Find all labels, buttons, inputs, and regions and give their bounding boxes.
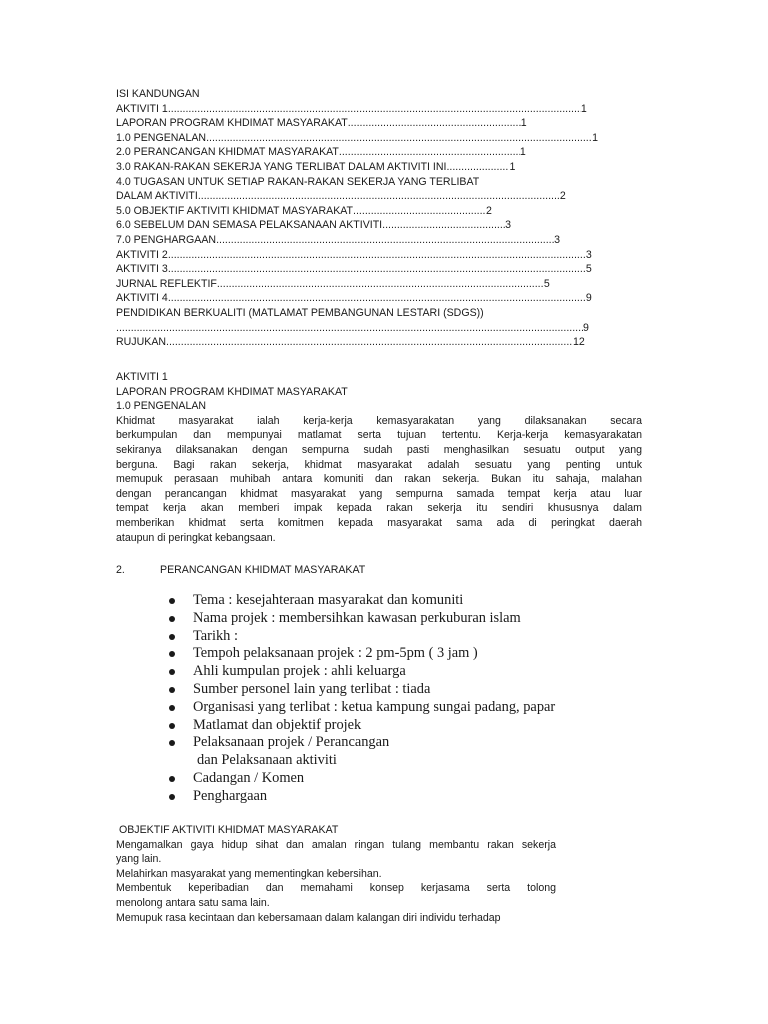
toc-entry <box>116 102 596 117</box>
toc-entry-page: 9 <box>583 321 589 334</box>
list-item <box>168 717 555 735</box>
toc-title: ISI KANDUNGAN <box>116 88 200 100</box>
toc-entry-label: 2.0 PERANCANGAN KHIDMAT MASYARAKAT <box>116 146 339 159</box>
intro-paragraph <box>116 414 642 545</box>
table-of-contents <box>116 87 596 350</box>
bullet-icon <box>169 669 175 675</box>
list-item-text: Organisasi yang terlibat : ketua kampung sungai padang, papar <box>193 698 556 715</box>
section-number: 2. <box>116 564 125 576</box>
toc-entry <box>116 204 596 219</box>
list-item <box>168 770 555 788</box>
toc-entry-page: 5 <box>543 277 550 290</box>
toc-entry <box>116 189 596 204</box>
section-2-heading <box>116 563 365 578</box>
toc-entry-label: AKTIVITI 1 <box>116 102 168 115</box>
toc-entry-label: RUJUKAN <box>116 336 167 349</box>
objektif-line: Mengamalkan gaya hidup sihat dan amalan ringan tulang membantu rakan sekerja <box>116 838 556 851</box>
list-item <box>168 699 555 717</box>
toc-entry-label: DALAM AKTIVITI <box>116 190 198 203</box>
paragraph-line: berguna. Bagi rakan sekerja, khidmat masyarakat adalah sesuatu yang penting untuk <box>116 458 642 471</box>
toc-entry-label-line1: 4.0 TUGASAN UNTUK SETIAP RAKAN-RAKAN SEKERJA YANG TERLIBAT <box>116 175 480 188</box>
toc-entry-page: 3 <box>554 233 560 246</box>
list-item <box>168 645 555 663</box>
toc-leader <box>339 145 520 160</box>
toc-entry <box>116 291 596 306</box>
toc-entry-label-line1: PENDIDIKAN BERKUALITI (MATLAMAT PEMBANGUNAN LESTARI (SDGS)) <box>116 306 484 319</box>
bullet-icon <box>169 687 175 693</box>
toc-entry <box>116 116 596 131</box>
section-title: PERANCANGAN KHIDMAT MASYARAKAT <box>160 564 366 576</box>
toc-entry-label: 7.0 PENGHARGAAN <box>116 233 217 246</box>
list-item-text: Penghargaan <box>193 787 268 804</box>
list-item <box>168 628 555 646</box>
objektif-line: Melahirkan masyarakat yang mementingkan kebersihan. <box>116 867 382 880</box>
toc-leader <box>348 116 521 131</box>
toc-entry-label: 1.0 PENGENALAN <box>116 131 207 144</box>
toc-entry <box>116 335 596 350</box>
list-item-continuation: dan Pelaksanaan aktiviti <box>197 752 337 769</box>
activity-heading: AKTIVITI 1 <box>116 371 168 383</box>
toc-entry-label: 6.0 SEBELUM DAN SEMASA PELAKSANAAN AKTIVITI <box>116 219 383 232</box>
toc-entry <box>116 233 596 248</box>
objektif-line: menolong antara satu sama lain. <box>116 896 270 909</box>
bullet-icon <box>169 598 175 604</box>
toc-entry <box>116 160 596 175</box>
list-item-text: Nama projek : membersihkan kawasan perkuburan islam <box>193 609 521 626</box>
toc-entry-label: AKTIVITI 2 <box>116 248 168 261</box>
intro-heading: 1.0 PENGENALAN <box>116 400 207 413</box>
toc-leader <box>382 218 505 233</box>
bullet-icon <box>169 651 175 657</box>
toc-entry-page: 2 <box>486 204 492 217</box>
toc-entry-page: 1 <box>592 131 598 144</box>
bullet-icon <box>169 616 175 622</box>
toc-entry-page: 3 <box>505 219 512 232</box>
toc-entry <box>116 145 596 160</box>
toc-leader <box>168 248 586 263</box>
toc-entry-label: JURNAL REFLEKTIF <box>116 277 217 290</box>
objektif-line: Memupuk rasa kecintaan dan kebersamaan dalam kalangan diri individu terhadap <box>116 911 501 924</box>
toc-entry-label: 5.0 OBJEKTIF AKTIVITI KHIDMAT MASYARAKAT <box>116 204 354 217</box>
section-aktiviti-1 <box>116 370 642 545</box>
list-item-text: Tempoh pelaksanaan projek : 2 pm-5pm ( 3 jam ) <box>193 645 478 662</box>
toc-leader <box>217 277 544 292</box>
list-item-text: Ahli kumpulan projek : ahli keluarga <box>193 663 406 680</box>
toc-entry <box>116 218 596 233</box>
bullet-icon <box>169 794 175 800</box>
toc-entry-page: 12 <box>573 336 585 349</box>
toc-leader <box>116 321 583 336</box>
bullet-icon <box>169 723 175 729</box>
bullet-icon <box>169 776 175 782</box>
list-item-text: Pelaksanaan projek / Perancangan <box>193 734 390 751</box>
toc-entry <box>116 248 596 263</box>
toc-entry-page: 9 <box>585 292 592 305</box>
toc-entry-page: 1 <box>520 117 527 130</box>
toc-entry <box>116 131 596 146</box>
list-item-text: Tarikh : <box>193 627 238 644</box>
bullet-icon <box>169 740 175 746</box>
toc-leader <box>168 291 586 306</box>
toc-entry <box>116 321 596 336</box>
list-item <box>168 681 555 699</box>
paragraph-line: berkumpulan dan mempunyai matlamat serta tujuan tertentu. Kerja-kerja kemasyarakatan <box>116 429 642 442</box>
list-item <box>168 734 555 770</box>
toc-entry <box>116 277 596 292</box>
list-item <box>168 610 555 628</box>
paragraph-line: sekiranya dilaksanakan dengan sempurna sudah pasti menghasilkan sesuatu output yang <box>116 443 642 456</box>
toc-leader <box>168 102 581 117</box>
paragraph-line: Khidmat masyarakat ialah kerja-kerja kemasyarakatan yang dilaksanakan secara <box>116 414 642 427</box>
toc-entry-label: 3.0 RAKAN-RAKAN SEKERJA YANG TERLIBAT DALAM AKTIVITI INI <box>116 160 447 173</box>
toc-entry-page: 5 <box>585 263 592 276</box>
list-item-text: Matlamat dan objektif projek <box>193 716 362 733</box>
toc-entry-page: 1 <box>509 160 516 173</box>
toc-leader <box>446 160 509 175</box>
planning-bullet-list <box>168 592 555 806</box>
toc-entry-label: AKTIVITI 4 <box>116 292 168 305</box>
toc-leader <box>168 262 586 277</box>
paragraph-line: dengan perancangan khidmat masyarakat yang sempurna samada tempat kerja atau luar <box>116 487 642 500</box>
objektif-section <box>116 823 556 925</box>
toc-entry-page: 1 <box>519 146 526 159</box>
toc-leader <box>206 131 592 146</box>
toc-leader <box>166 335 573 350</box>
toc-entry-page: 2 <box>559 190 566 203</box>
list-item-text: Cadangan / Komen <box>193 769 305 786</box>
toc-entry-page: 3 <box>585 248 592 261</box>
paragraph-line: memupuk perasaan muhibah antara komuniti dan rakan sekerja. Bukan itu sahaja, malahan <box>116 473 642 486</box>
paragraph-line: memberikan khidmat serta komitmen kepada masyarakat sama ada di peringkat daerah <box>116 516 642 529</box>
report-title: LAPORAN PROGRAM KHDIMAT MASYARAKAT <box>116 385 348 398</box>
list-item <box>168 663 555 681</box>
toc-leader <box>216 233 554 248</box>
toc-entry <box>116 262 596 277</box>
list-item-text: Tema : kesejahteraan masyarakat dan komuniti <box>193 592 464 608</box>
toc-leader <box>353 204 486 219</box>
bullet-icon <box>169 634 175 640</box>
bullet-icon <box>169 705 175 711</box>
list-item <box>168 788 555 806</box>
toc-entry-label: AKTIVITI 3 <box>116 263 168 276</box>
toc-entry-page: 1 <box>580 102 587 115</box>
paragraph-line: ataupun di peringkat kebangsaan. <box>116 531 276 544</box>
objektif-line: Membentuk keperibadian dan memahami konsep kerjasama serta tolong <box>116 882 556 895</box>
toc-entry-label: LAPORAN PROGRAM KHDIMAT MASYARAKAT <box>116 117 348 130</box>
toc-leader <box>198 189 560 204</box>
objektif-heading: OBJEKTIF AKTIVITI KHIDMAT MASYARAKAT <box>119 824 339 836</box>
objektif-line: yang lain. <box>116 853 162 866</box>
list-item-text: Sumber personel lain yang terlibat : tiada <box>193 680 431 697</box>
paragraph-line: tempat kerja akan memberi impak kepada rakan sekerja itu sendiri khususnya dalam <box>116 502 642 515</box>
list-item <box>168 592 555 610</box>
